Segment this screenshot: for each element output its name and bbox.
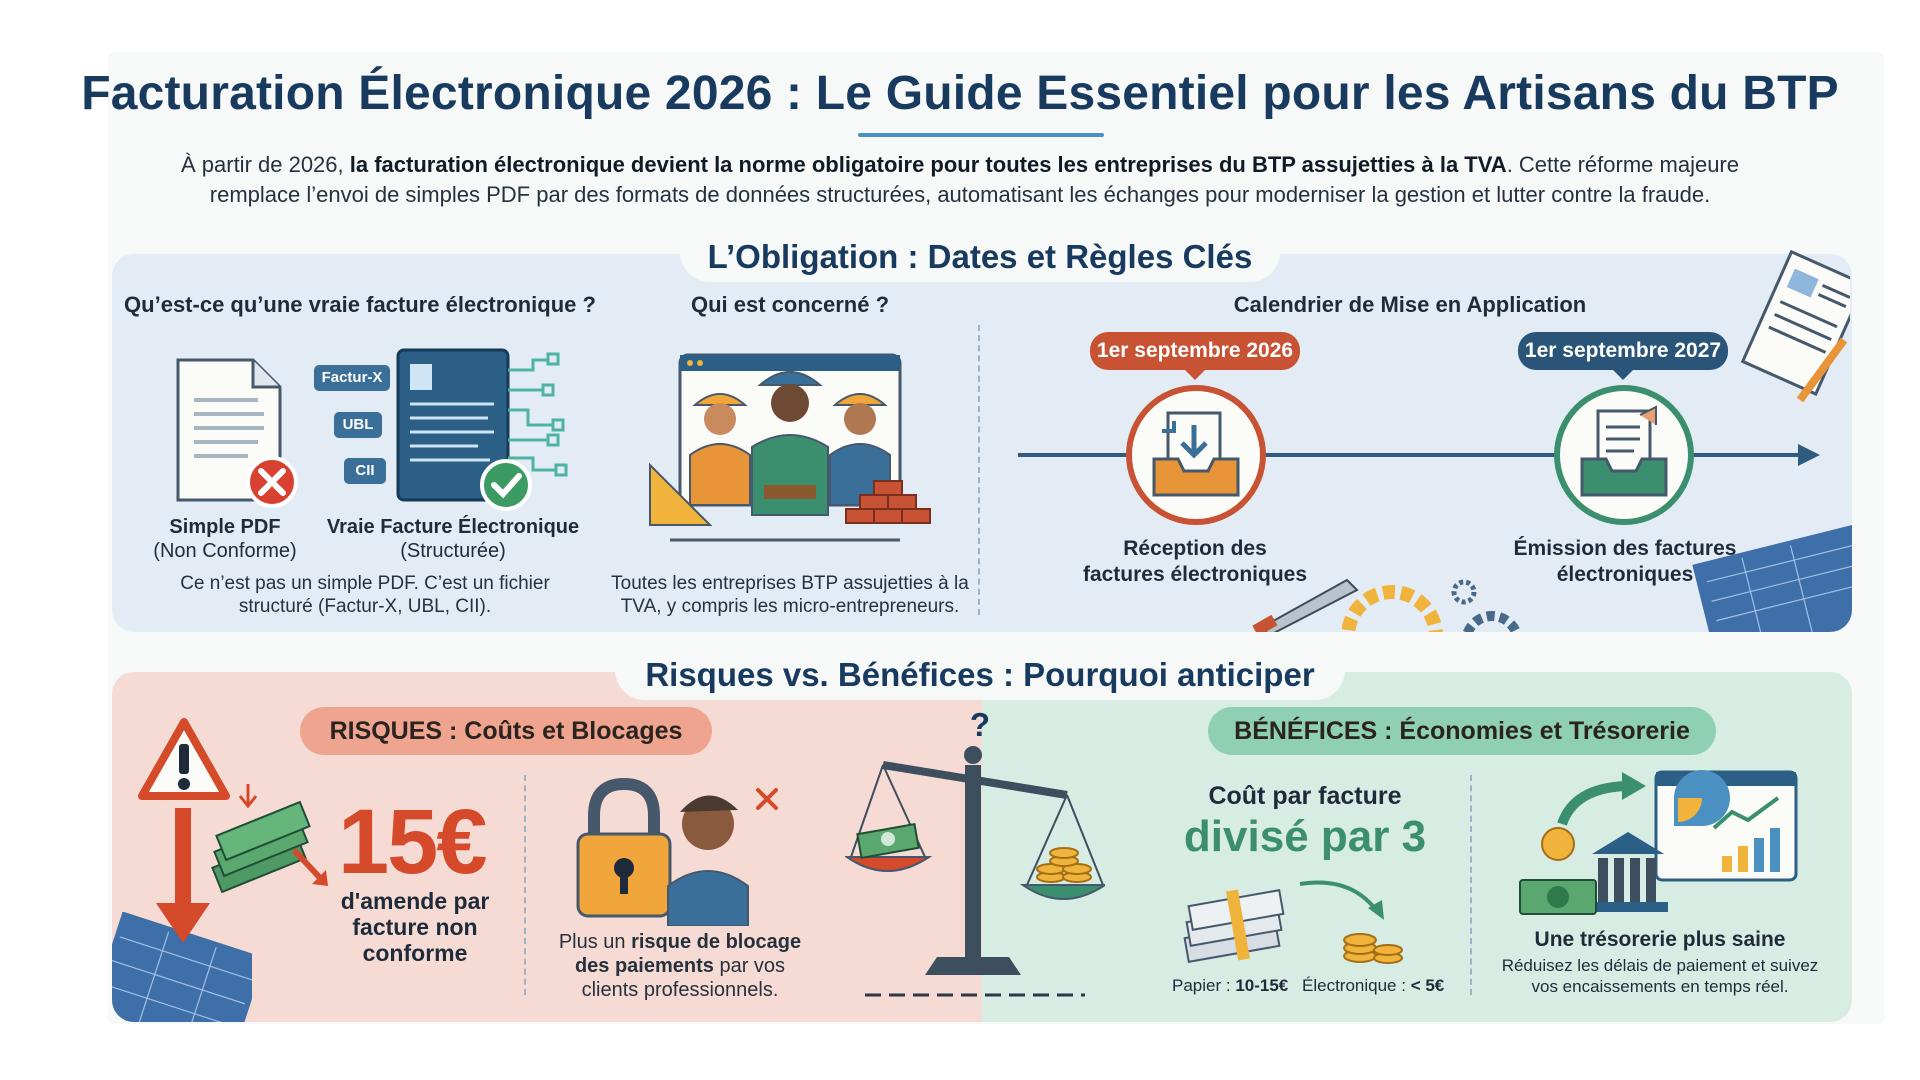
who-heading: Qui est concerné ? — [690, 292, 890, 317]
milestone-label-emission: Émission des factures électroniques — [1513, 537, 1737, 586]
fine-note: d'amende par facture non conforme — [340, 888, 490, 966]
timeline-arrow-icon — [1798, 444, 1820, 466]
format-tag-ubl: UBL — [334, 412, 382, 438]
risks-benefits-section-title: Risques vs. Bénéfices : Pourquoi anticiper ? — [615, 650, 1345, 700]
section-divider — [978, 325, 980, 615]
treasury-title: Une trésorerie plus saine — [1534, 928, 1786, 951]
electronic-cost — [1302, 976, 1444, 996]
block-note — [545, 930, 815, 1002]
pdf-sublabel: (Non Conforme) — [153, 540, 297, 562]
cost-title: Coût par facture — [1208, 782, 1402, 810]
who-note: Toutes les entreprises BTP assujetties à la TVA, y compris les micro-entrepreneurs. — [611, 573, 969, 617]
paper-cost-label: Papier : — [1172, 976, 1236, 995]
intro-text-bold: la facturation électronique devient la norme obligatoire pour toutes les entreprises du BTP assujetties à la TVA — [349, 152, 1507, 177]
block-note-end: par vos clients professionnels. — [581, 955, 786, 1001]
pdf-caption — [130, 515, 320, 563]
electronic-cost-value: < 5€ — [1410, 976, 1445, 995]
title-underline — [858, 133, 1104, 137]
intro-paragraph — [160, 150, 1760, 210]
construction-workers-icon — [640, 335, 940, 555]
page-title: Facturation Électronique 2026 : Le Guide Essentiel pour les Artisans du BTP — [81, 67, 1839, 120]
padlock-worker-icon — [572, 776, 792, 926]
paper-cost-value: 10-15€ — [1235, 976, 1289, 995]
obligation-section-title: L’Obligation : Dates et Règles Clés — [680, 232, 1280, 282]
real-invoice-caption — [318, 515, 588, 563]
calendar-heading: Calendrier de Mise en Application — [1233, 292, 1587, 317]
format-tag-facturx: Factur-X — [314, 365, 390, 391]
invoice-sketch-icon — [1740, 250, 1850, 420]
benefits-pill: BÉNÉFICES : Économies et Trésorerie — [1208, 707, 1716, 755]
pdf-label: Simple PDF — [169, 516, 281, 538]
milestone-date-2026: 1er septembre 2026 — [1090, 332, 1300, 370]
risks-pill: RISQUES : Coûts et Blocages — [300, 707, 712, 755]
cost-divided: divisé par 3 — [1183, 812, 1427, 861]
balance-scale-icon — [845, 735, 1105, 1005]
electronic-cost-label: Électronique : — [1302, 976, 1411, 995]
real-invoice-label: Vraie Facture Électronique — [326, 516, 580, 538]
intro-text-start: À partir de 2026, — [180, 152, 350, 177]
risks-divider — [524, 775, 526, 995]
block-note-bold: risque de blocage des paiements — [574, 931, 802, 977]
bills-to-coins-icon — [1180, 870, 1430, 970]
emission-circle — [1554, 385, 1694, 525]
milestone-label-reception: Réception des factures électroniques — [1082, 537, 1308, 586]
what-note: Ce n’est pas un simple PDF. C’est un fichier structuré (Factur-X, UBL, CII). — [180, 573, 550, 617]
reception-circle — [1126, 385, 1266, 525]
format-tag-cii: CII — [344, 458, 386, 484]
treasury-note: Réduisez les délais de paiement et suivez vos encaissements en temps réel. — [1501, 956, 1819, 996]
intro-text-end: . Cette réforme majeure remplace l’envoi de simples PDF par des formats de données structurées, automatisant les échanges pour moderniser la gestion et lutter contre la fraude. — [209, 152, 1739, 207]
what-heading: Qu’est-ce qu’une vraie facture électronique ? — [124, 292, 596, 317]
real-invoice-sublabel: (Structurée) — [400, 540, 506, 562]
paper-cost — [1172, 976, 1288, 996]
inbox-upload-icon — [1560, 391, 1688, 519]
inbox-download-icon — [1132, 391, 1260, 519]
money-stack-icon — [204, 780, 334, 910]
fine-amount: 15€ — [338, 791, 486, 893]
milestone-date-2027: 1er septembre 2027 — [1518, 332, 1728, 370]
bank-dashboard-icon — [1518, 768, 1798, 918]
block-note-start: Plus un — [558, 931, 632, 953]
pdf-document-icon — [168, 352, 298, 512]
benefits-divider — [1470, 775, 1472, 995]
